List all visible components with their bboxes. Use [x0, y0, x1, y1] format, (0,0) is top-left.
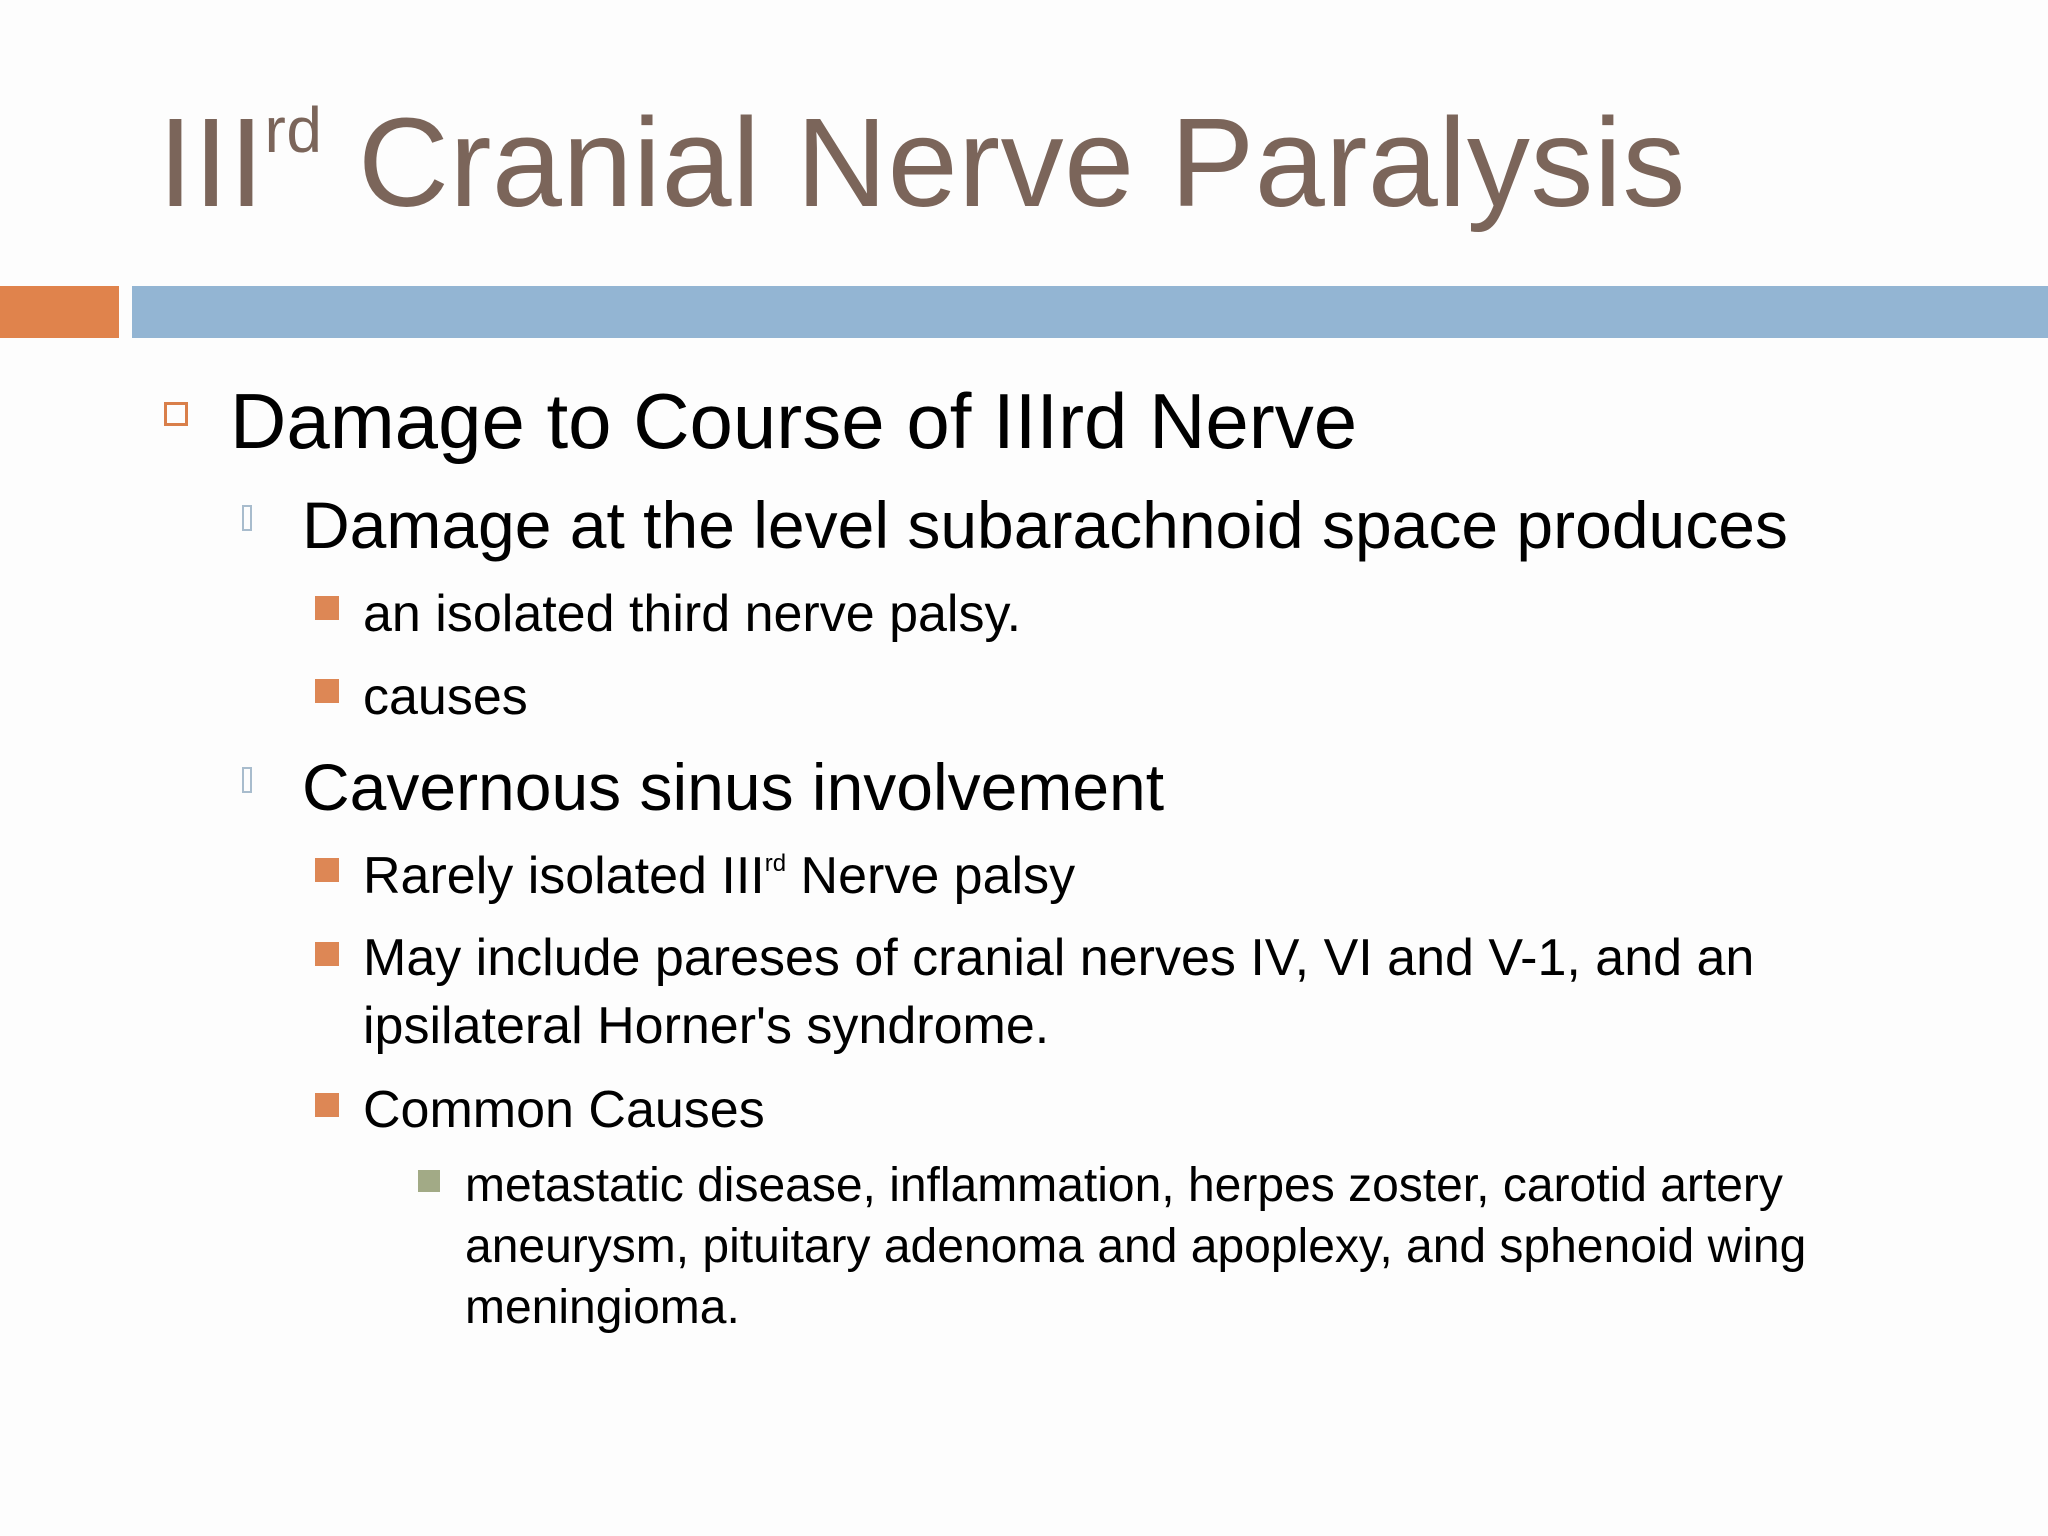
rarely-isolated-sup: rd — [764, 850, 787, 877]
bullet-level2-cavernous-sinus: Cavernous sinus involvement — [302, 750, 1165, 824]
hollow-bullet-icon — [242, 767, 252, 793]
orange-square-bullet-icon — [315, 596, 339, 620]
slide-title — [158, 92, 1686, 233]
accent-bar-blue — [132, 286, 2048, 338]
orange-square-bullet-icon — [315, 1093, 339, 1117]
bullet-level3-causes: causes — [363, 668, 528, 726]
bullet-level1-damage-course: Damage to Course of IIIrd Nerve — [230, 377, 1358, 465]
rarely-isolated-pre: Rarely isolated III — [363, 847, 765, 905]
title-rest: Cranial Nerve Paralysis — [322, 92, 1686, 233]
bullet-level2-subarachnoid: Damage at the level subarachnoid space produces — [302, 488, 1788, 562]
bullet-level3-pareses: May include pareses of cranial nerves IV, VI and V-1, and an ipsilateral Horner's syndrome. — [363, 929, 1755, 1055]
bullet-level3-isolated-palsy: an isolated third nerve palsy. — [363, 585, 1022, 643]
orange-square-bullet-icon — [315, 679, 339, 703]
title-main: III — [158, 92, 265, 233]
orange-square-bullet-icon — [315, 942, 339, 966]
accent-bar-orange — [0, 286, 119, 338]
olive-square-bullet-icon — [418, 1170, 440, 1192]
hollow-bullet-icon — [242, 505, 252, 531]
bullet-level3-rarely-isolated — [363, 847, 1076, 905]
bullet-level4-cause-list: metastatic disease, inflammation, herpes zoster, carotid artery aneurysm, pituitary adenoma and apoplexy, and sphenoid wing meningioma. — [465, 1159, 1807, 1334]
hollow-square-bullet-icon — [164, 402, 188, 426]
bullet-level3-common-causes: Common Causes — [363, 1081, 765, 1139]
rarely-isolated-post: Nerve palsy — [786, 847, 1076, 905]
orange-square-bullet-icon — [315, 858, 339, 882]
title-superscript: rd — [264, 94, 323, 166]
